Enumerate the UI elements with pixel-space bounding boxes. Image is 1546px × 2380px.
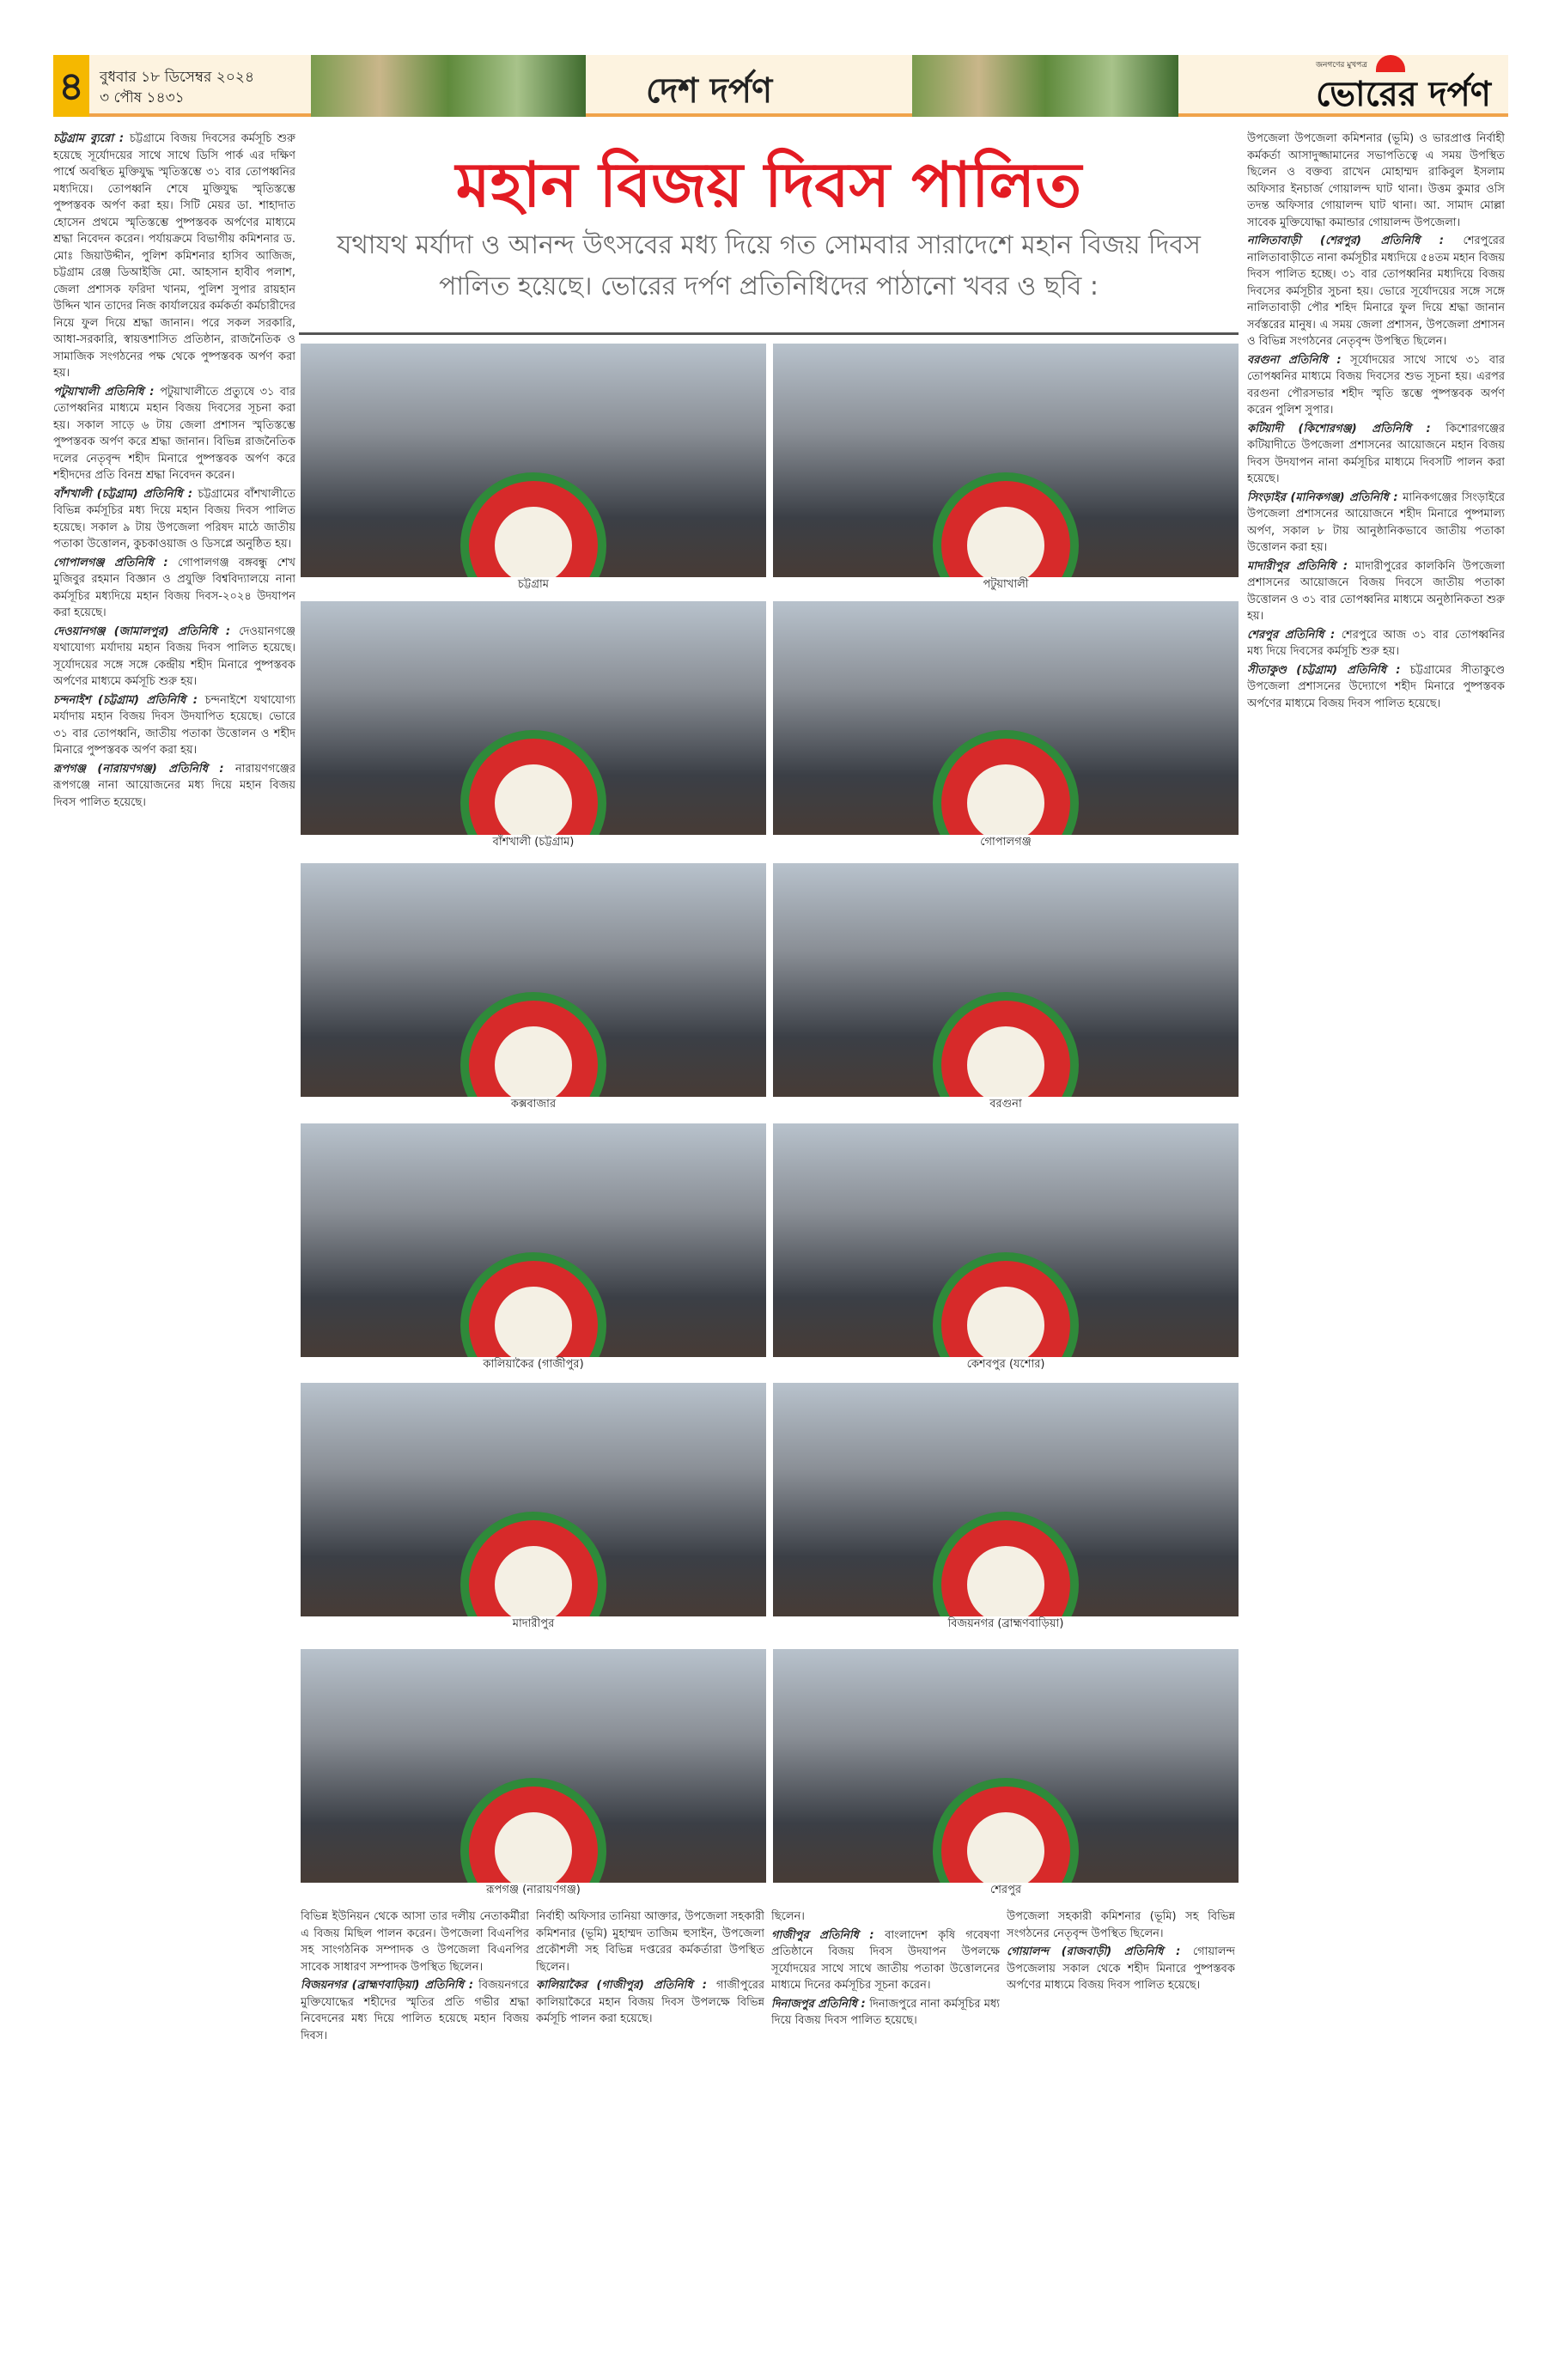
byline: গাজীপুর প্রতিনিধি : <box>771 1928 886 1942</box>
photo-caption: কেশবপুর (যশোর) <box>773 1357 1239 1373</box>
news-photo <box>301 1649 766 1898</box>
photo-caption: কক্সবাজার <box>301 1097 766 1112</box>
divider <box>299 332 1239 335</box>
paragraph-text: নারায়ণগঞ্জের রূপগঞ্জে নানা আয়োজনের মধ্য দিয়ে মহান বিজয় দিবস পালিত হয়েছে। <box>53 762 295 809</box>
photo-caption: চট্টগ্রাম <box>301 577 766 593</box>
photo-caption: গোপালগঞ্জ <box>773 835 1239 850</box>
byline: শেরপুর প্রতিনিধি : <box>1247 628 1342 642</box>
byline: চন্দনাইশ (চট্টগ্রাম) প্রতিনিধি : <box>53 693 205 707</box>
news-paragraph <box>1247 558 1505 625</box>
paragraph-text: চট্টগ্রামের বাঁশখালীতে বিভিন্ন কর্মসূচির মধ্য দিয়ে মহান বিজয় দিবস পালিত হয়েছে। সকাল ৯ টায় উপজেলা পরিষদ মাঠে জাতীয় পতাকা উত্তোলন, কুচকাওয়াজ ও ডিসপ্লে অনুষ্ঠিত হয়। <box>53 487 295 551</box>
news-paragraph <box>1247 490 1505 557</box>
paragraph-text: পটুয়াখালীতে প্রত্যুষে ৩১ বার তোপধ্বনির মাধ্যমে মহান বিজয় দিবসের সূচনা করা হয়। সকাল সাড়ে ৬ টায় জেলা প্রশাসন স্মৃতিস্তম্ভে পুষ্পস্তবক অর্পণ করে শ্রদ্ধা জানান। বিভিন্ন রাজনৈতিক দলের নেতৃবৃন্দ শহীদ মিনারে পুষ্পস্তবক অর্পণ করে শহীদদের প্রতি বিনম্র শ্রদ্ধা নিবেদন করেন। <box>53 385 295 482</box>
logo-text: ভোরের দর্পণ <box>1316 75 1491 114</box>
byline: গোয়ালন্দ (রাজবাড়ী) প্রতিনিধি : <box>1007 1945 1193 1958</box>
news-photo <box>301 344 766 593</box>
photo-caption: পটুয়াখালী <box>773 577 1239 593</box>
news-paragraph <box>1247 233 1505 350</box>
paragraph-text: গোয়ালন্দ উপজেলায় সকাল থেকে শহীদ মিনারে পুষ্পস্তবক অর্পণের মাধ্যমে বিজয় দিবস পালিত হয়েছে। <box>1007 1945 1235 1992</box>
byline: কালিয়াকৈর (গাজীপুর) প্রতিনিধি : <box>536 1979 716 1992</box>
wreath-image <box>469 1001 598 1113</box>
news-photo <box>773 863 1239 1112</box>
wreath-image <box>469 481 598 593</box>
byline: কটিয়াদী (কিশোরগঞ্জ) প্রতিনিধি : <box>1247 422 1446 435</box>
news-paragraph <box>771 1908 1000 1926</box>
page-number: ৪ <box>53 55 89 117</box>
news-paragraph <box>53 555 295 622</box>
bottom-column <box>301 1908 529 2347</box>
sun-icon <box>1376 55 1405 72</box>
paragraph-text: বাংলাদেশ কৃষি গবেষণা প্রতিষ্ঠানে বিজয় দিবস উদযাপন উপলক্ষে সূর্যোদয়ের সাথে সাথে জাতীয় পতাকা উত্তোলনের মাধ্যমে দিনের কর্মসূচির সূচনা করেন। <box>771 1928 1000 1992</box>
news-paragraph <box>53 761 295 812</box>
news-paragraph <box>53 692 295 759</box>
news-paragraph <box>53 131 295 382</box>
wreath-image <box>941 481 1070 593</box>
paragraph-text: বিজয়নগরে মুক্তিযোদ্ধের শহীদের স্মৃতির প্রতি গভীর শ্রদ্ধা নিবেদনের মধ্য দিয়ে পালিত হয়েছে মহান বিজয় দিবস। <box>301 1979 529 2042</box>
news-paragraph <box>1007 1908 1235 1942</box>
byline: দিনাজপুর প্রতিনিধি : <box>771 1997 870 2011</box>
news-photo <box>773 344 1239 593</box>
photo-caption: বরগুনা <box>773 1097 1239 1112</box>
photo-caption: কালিয়াকৈর (গাজীপুর) <box>301 1357 766 1373</box>
news-photo <box>301 1383 766 1632</box>
bottom-column <box>1007 1908 1235 2347</box>
news-paragraph <box>536 1977 764 2028</box>
news-paragraph <box>1247 131 1505 231</box>
paragraph-text: দেওয়ানগঞ্জে যথাযোগ্য মর্যাদায় মহান বিজয় দিবস পালিত হয়েছে। সূর্যোদয়ের সঙ্গে সঙ্গে কেন্দ্রীয় শহীদ মিনারে পুষ্পস্তবক অর্পণের মাধ্যমে কর্মসূচি শুরু হয়। <box>53 624 295 688</box>
byline: রূপগঞ্জ (নারায়ণগঞ্জ) প্রতিনিধি : <box>53 762 236 776</box>
news-paragraph <box>1007 1944 1235 1994</box>
photo-caption: মাদারীপুর <box>301 1616 766 1632</box>
paragraph-text: মানিকগঞ্জের সিংড়াইরে উপজেলা প্রশাসনের আয়োজনে শহীদ মিনারে পুষ্পমাল্য অর্পণ, সকাল ৮ টায় আনুষ্ঠানিকভাবে জাতীয় পতাকা উত্তোলন করা হয়। <box>1247 490 1505 554</box>
paragraph-text: চট্টগ্রামে বিজয় দিবসের কর্মসূচি শুরু হয়েছে সূর্যোদয়ের সাথে সাথে ডিসি পার্ক এর দক্ষিণ পার্শ্বে অবস্থিত মুক্তিযুদ্ধ স্মৃতিস্তম্ভে ৩১ বার তোপধ্বনির মধ্যদিয়ে। তোপধ্বনি শেষে মুক্তিযুদ্ধ স্মৃতিস্তম্ভে পুষ্পস্তবক অর্পণ করা হয়। সিটি মেয়র ডা. শাহাদাত হোসেন প্রথমে স্মৃতিস্তম্ভে পুষ্পস্তবক অর্পণের মাধ্যমে শ্রদ্ধা নিবেদন করেন। পর্যায়ক্রমে বিভাগীয় কমিশনার ড. মোঃ জিয়াউদ্দীন, পুলিশ কমিশনার হাসিব আজিজ, চট্টগ্রাম রেঞ্জ ডিআইজি মো. আহসান হাবীব পলাশ, জেলা প্রশাসক ফরিদা খানম, পুলিশ সুপার রায়হান উদ্দিন খান তাদের নিজ কার্যালয়ের কর্মকর্তা কর্মচারীদের নিয়ে ফুল দিয়ে শ্রদ্ধা জানান। পরে সকল সরকারি, আধা-সরকারি, স্বায়ত্তশাসিত প্রতিষ্ঠান, রাজনৈতিক ও সামাজিক সংগঠনের পক্ষ থেকে পুষ্পস্তবক অর্পণ করা হয়। <box>53 132 295 380</box>
paragraph-text: বিভিন্ন ইউনিয়ন থেকে আসা তার দলীয় নেতাকর্মীরা এ বিজয় মিছিল পালন করেন। উপজেলা বিএনপির সহ সাংগঠনিক সম্পাদক ও উপজেলা বিএনপির সাবেক সাধারণ সম্পাদক উপস্থিত ছিলেন। <box>301 1910 529 1974</box>
news-paragraph <box>1247 662 1505 713</box>
bottom-column <box>536 1908 764 2347</box>
news-photo <box>773 1383 1239 1632</box>
news-paragraph <box>1247 421 1505 488</box>
byline: গোপালগঞ্জ প্রতিনিধি : <box>53 556 179 569</box>
wreath-image <box>469 1261 598 1373</box>
paragraph-text: গোপালগঞ্জ বঙ্গবন্ধু শেখ মুজিবুর রহমান বিজ্ঞান ও প্রযুক্তি বিশ্ববিদ্যালয়ে নানা কর্মসূচির মধ্যদিয়ে মহান বিজয় দিবস-২০২৪ উদযাপন করা হয়েছে। <box>53 556 295 619</box>
news-paragraph <box>53 624 295 691</box>
header-photo-strip-left <box>311 55 586 117</box>
page-header <box>53 55 1508 117</box>
byline: সিংড়াইর (মানিকগঞ্জ) প্রতিনিধি : <box>1247 490 1403 504</box>
wreath-image <box>941 1001 1070 1113</box>
date-bengali: ৩ পৌষ ১৪৩১ <box>100 89 185 107</box>
deck: যথাযথ মর্যাদা ও আনন্দ উৎসবের মধ্য দিয়ে গত সোমবার সারাদেশে মহান বিজয় দিবস পালিত হয়েছে। ভোরের দর্পণ প্রতিনিধিদের পাঠানো খবর ও ছবি : <box>337 230 1201 301</box>
paragraph-text: সূর্যোদয়ের সাথে সাথে ৩১ বার তোপধ্বনির মাধ্যমে বিজয় দিবসের শুভ সূচনা হয়। এরপর বরগুনা পৌরসভার শহীদ স্মৃতি স্তম্ভে পুষ্পস্তবক অর্পণ করেন পুলিশ সুপার। <box>1247 353 1505 417</box>
newspaper-logo <box>1316 61 1491 125</box>
news-photo <box>301 601 766 850</box>
issue-date <box>100 67 254 108</box>
wreath-image <box>941 1261 1070 1373</box>
news-paragraph <box>1247 627 1505 660</box>
wreath-image <box>469 1520 598 1633</box>
section-title: দেশ দর্পণ <box>646 71 773 111</box>
news-paragraph <box>771 1927 1000 1994</box>
photo-caption: বাঁশখালী (চট্টগ্রাম) <box>301 835 766 850</box>
paragraph-text: দিনাজপুরে নানা কর্মসূচির মধ্য দিয়ে বিজয় দিবস পালিত হয়েছে। <box>771 1997 1000 2027</box>
paragraph-text: শেরপুরে আজ ৩১ বার তোপধ্বনির মধ্য দিয়ে দিবসের কর্মসূচি শুরু হয়। <box>1247 628 1505 658</box>
wreath-image <box>941 1787 1070 1899</box>
byline: বরগুনা প্রতিনিধি : <box>1247 353 1351 367</box>
left-column <box>53 131 295 2347</box>
news-photo <box>773 601 1239 850</box>
news-photo <box>301 1123 766 1373</box>
news-paragraph <box>53 486 295 553</box>
paragraph-text: উপজেলা উপজেলা কমিশনার (ভূমি) ও ভারপ্রাপ্ত নির্বাহী কর্মকর্তা আসাদুজ্জামানের সভাপতিত্বে এ সময় উপস্থিত ছিলেন ও বক্তব্য রাখেন মোহাম্মদ রাকিবুল ইসলাম অফিসার ইনচার্জ গোয়ালন্দ ঘাট থানা। উত্তম কুমার ওসি তদন্ত অফিসার গোয়ালন্দ ঘাট থানা। আ. সামাদ মোল্লা সাবেক মুক্তিযোদ্ধা কমান্ডার গোয়ালন্দ উপজেলা। <box>1247 132 1505 229</box>
logo-tagline: জনগণের মুখপত্র <box>1316 61 1367 70</box>
byline: চট্টগ্রাম ব্যুরো : <box>53 132 130 145</box>
paragraph-text: কিশোরগঞ্জের কটিয়াদীতে উপজেলা প্রশাসনের আয়োজনে মহান বিজয় দিবস উদযাপন নানা কর্মসূচির মাধ্যমে দিবসটি পালন করা হয়েছে। <box>1247 422 1505 485</box>
paragraph-text: উপজেলা সহকারী কমিশনার (ভূমি) সহ বিভিন্ন সংগঠনের নেতৃবৃন্দ উপস্থিত ছিলেন। <box>1007 1910 1235 1940</box>
news-photo <box>301 863 766 1112</box>
byline: মাদারীপুর প্রতিনিধি : <box>1247 559 1356 573</box>
news-paragraph <box>771 1996 1000 2030</box>
news-photo <box>773 1123 1239 1373</box>
headline: মহান বিজয় দিবস পালিত <box>455 149 1082 221</box>
photo-caption: রূপগঞ্জ (নারায়ণগঞ্জ) <box>301 1883 766 1898</box>
wreath-image <box>469 1787 598 1899</box>
byline: সীতাকুণ্ড (চট্টগ্রাম) প্রতিনিধি : <box>1247 663 1410 677</box>
news-photo <box>773 1649 1239 1898</box>
bottom-column <box>771 1908 1000 2347</box>
byline: পটুয়াখালী প্রতিনিধি : <box>53 385 161 399</box>
byline: বিজয়নগর (ব্রাহ্মণবাড়িয়া) প্রতিনিধি : <box>301 1979 479 1992</box>
news-paragraph <box>301 1977 529 2044</box>
photo-caption: বিজয়নগর (ব্রাহ্মণবাড়িয়া) <box>773 1616 1239 1632</box>
paragraph-text: নির্বাহী অফিসার তানিয়া আক্তার, উপজেলা সহকারী কমিশনার (ভূমি) মুহাম্মদ তাজিম হুসাইন, উপজেলা প্রকৌশলী সহ বিভিন্ন দপ্তরের কর্মকর্তারা উপস্থিত ছিলেন। <box>536 1910 764 1974</box>
wreath-image <box>941 739 1070 851</box>
date-gregorian: বুধবার ১৮ ডিসেম্বর ২০২৪ <box>100 69 254 86</box>
right-column <box>1247 131 1505 2347</box>
news-paragraph <box>536 1908 764 1975</box>
paragraph-text: চন্দনাইশে যথাযোগ্য মর্যাদায় মহান বিজয় দিবস উদযাপিত হয়েছে। ভোরে ৩১ বার তোপধ্বনি, জাতীয় পতাকা উত্তোলন ও শহীদ মিনারে পুষ্পস্তবক অর্পণ করা হয়। <box>53 693 295 757</box>
wreath-image <box>469 739 598 851</box>
news-paragraph <box>1247 352 1505 419</box>
news-paragraph <box>301 1908 529 1975</box>
byline: দেওয়ানগঞ্জ (জামালপুর) প্রতিনিধি : <box>53 624 240 638</box>
news-paragraph <box>53 384 295 484</box>
paragraph-text: গাজীপুরের কালিয়াকৈরে মহান বিজয় দিবস উপলক্ষে বিভিন্ন কর্মসূচি পালন করা হয়েছে। <box>536 1979 764 2025</box>
photo-caption: শেরপুর <box>773 1883 1239 1898</box>
paragraph-text: চট্টগ্রামের সীতাকুণ্ডে উপজেলা প্রশাসনের উদ্যোগে শহীদ মিনারে পুষ্পস্তবক অর্পণের মাধ্যমে বিজয় দিবস পালিত হয়েছে। <box>1247 663 1505 710</box>
paragraph-text: মাদারীপুরের কালকিনি উপজেলা প্রশাসনের আয়োজনে বিজয় দিবসে জাতীয় পতাকা উত্তোলন ও ৩১ বার তোপধ্বনির মাধ্যমে অনুষ্ঠানিকতা শুরু হয়। <box>1247 559 1505 623</box>
byline: বাঁশখালী (চট্টগ্রাম) প্রতিনিধি : <box>53 487 198 501</box>
paragraph-text: শেরপুরের নালিতাবাড়ীতে নানা কর্মসূচীর মধ্যদিয়ে ৫৪তম মহান বিজয় দিবস পালিত হচ্ছে। ৩১ বার তোপধ্বনির মধ্যদিয়ে বিজয় দিবসের কর্মসূচীর সুচনা হয়। ভোরে সূর্যোদয়ের সঙ্গে সঙ্গে নালিতাবাড়ী পৌর শহিদ মিনারে ফুল দিয়ে শ্রদ্ধা জানান সর্বস্তরের মানুষ। এ সময় জেলা প্রশাসন, উপজেলা প্রশাসন ও বিভিন্ন সংগঠনের নেতৃবৃন্দ উপস্থিত ছিলেন। <box>1247 234 1505 348</box>
header-photo-strip-right <box>912 55 1178 117</box>
paragraph-text: ছিলেন। <box>771 1910 805 1923</box>
wreath-image <box>941 1520 1070 1633</box>
byline: নালিতাবাড়ী (শেরপুর) প্রতিনিধি : <box>1247 234 1464 247</box>
